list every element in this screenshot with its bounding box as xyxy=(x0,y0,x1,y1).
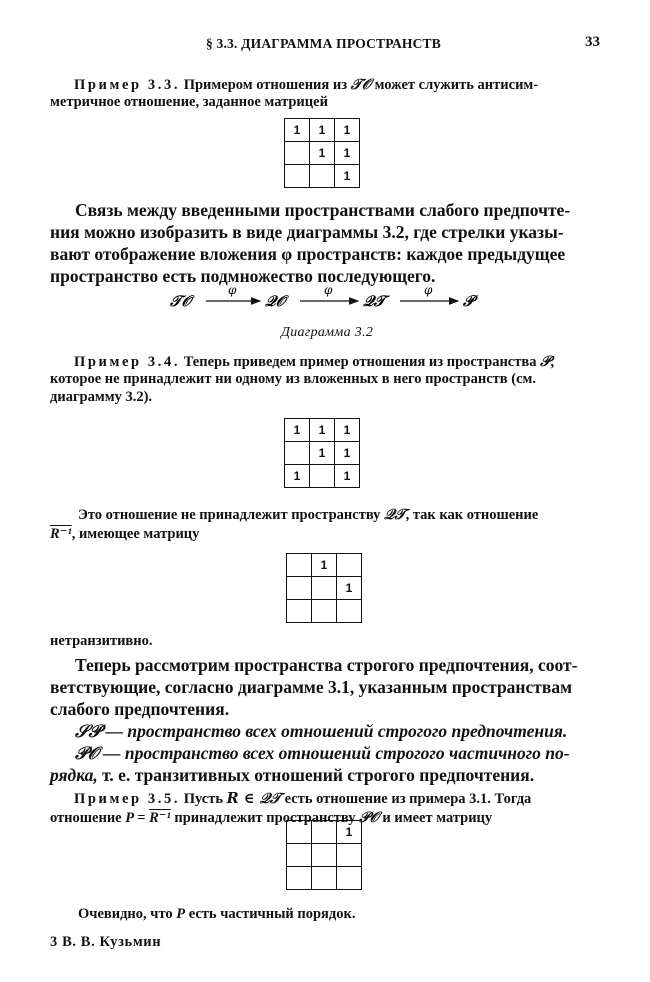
diagram-node-QT: 𝒬𝒯 xyxy=(363,292,386,310)
text: Это отношение не принадлежит пространству xyxy=(78,507,385,523)
matrix-cell: 1 xyxy=(335,465,360,488)
example-3-3-line2: метричное отношение, заданное матрицей xyxy=(50,94,328,110)
matrix-cell xyxy=(285,165,310,188)
matrix-cell xyxy=(310,165,335,188)
text: т. е. транзитивных отношений строгого предпочтения. xyxy=(97,765,535,785)
diagram-node-TO: 𝒯𝒪 xyxy=(170,292,191,310)
example-3-3-line1 xyxy=(74,76,538,94)
matrix-cell xyxy=(337,867,362,890)
matrix-cell xyxy=(310,465,335,488)
matrix-cell xyxy=(312,821,337,844)
example-3-4-line2: которое не принадлежит ни одному из вложенных в него пространств (см. xyxy=(50,371,537,387)
text: Пусть xyxy=(180,791,227,807)
matrix-row xyxy=(287,577,362,600)
diagram-node-P: 𝒫 xyxy=(463,292,474,310)
matrix-cell: 1 xyxy=(335,142,360,165)
example-3-4-line1 xyxy=(74,353,554,371)
matrix-row xyxy=(287,821,362,844)
matrix-4 xyxy=(286,820,362,890)
arrow-label-phi: φ xyxy=(424,283,433,297)
definition-SP xyxy=(75,721,567,742)
matrix-3 xyxy=(286,553,362,623)
matrix-row xyxy=(287,844,362,867)
text: — пространство всех отношений строгого частичного по- xyxy=(98,743,570,763)
text: есть отношение из примера 3.1. Тогда xyxy=(281,791,532,807)
para2-line1 xyxy=(78,506,538,524)
example-label: Пример 3.4. xyxy=(74,354,181,370)
matrix-cell xyxy=(337,844,362,867)
matrix-cell xyxy=(312,867,337,890)
matrix-cell: 1 xyxy=(335,442,360,465)
arrow-label-phi: φ xyxy=(324,283,333,297)
text: принадлежит пространству xyxy=(170,810,360,826)
matrix-cell xyxy=(285,142,310,165)
para5 xyxy=(78,906,355,923)
text: , xyxy=(550,354,555,370)
text: Теперь приведем пример отношения из пространства xyxy=(180,354,541,370)
page-number: 33 xyxy=(585,34,600,50)
text: , имеющее матрицу xyxy=(71,526,200,542)
matrix-cell: 1 xyxy=(335,165,360,188)
matrix-cell xyxy=(337,600,362,623)
matrix-row xyxy=(285,142,360,165)
space-symbol: 𝒮𝒫 xyxy=(75,722,102,742)
matrix-cell xyxy=(287,577,312,600)
para4-line2: ветствующие, согласно диаграмме 3.1, указанным пространствам xyxy=(50,677,573,697)
para1-line1: Связь между введенными пространствами слабого предпочте- xyxy=(75,200,571,220)
example-label: Пример 3.5. xyxy=(74,791,181,807)
footer-signature: 3 В. В. Кузьмин xyxy=(50,934,162,950)
matrix-2 xyxy=(284,418,360,488)
diagram-node-QO: 𝒬𝒪 xyxy=(265,292,286,310)
text: есть частичный порядок. xyxy=(185,906,356,922)
space-symbol: 𝒫 xyxy=(540,353,551,370)
arrow-label-phi: φ xyxy=(228,283,237,297)
matrix-cell xyxy=(312,600,337,623)
matrix-cell: 1 xyxy=(285,119,310,142)
para1-line4: пространство есть подмножество последующего. xyxy=(50,266,436,286)
text: и имеет матрицу xyxy=(378,810,493,826)
matrix-row xyxy=(285,442,360,465)
running-header: § 3.3. ДИАГРАММА ПРОСТРАНСТВ xyxy=(206,36,441,51)
example-3-4-line3: диаграмму 3.2). xyxy=(50,389,153,405)
matrix-row xyxy=(285,419,360,442)
example-label: Пример 3.3. xyxy=(74,77,181,93)
text: рядка, xyxy=(50,765,98,785)
math-symbol: P xyxy=(176,906,186,922)
diagram-caption: Диаграмма 3.2 xyxy=(281,325,374,340)
definition-PO-line2 xyxy=(50,765,534,786)
r-inverse: R⁻¹ xyxy=(50,526,72,542)
matrix-cell: 1 xyxy=(285,465,310,488)
text: отношение xyxy=(50,810,126,826)
matrix-cell xyxy=(287,821,312,844)
diagram-3-2 xyxy=(168,282,488,318)
example-3-5-line2 xyxy=(50,809,492,827)
para4-line1: Теперь рассмотрим пространства строгого предпочтения, соот- xyxy=(75,655,578,675)
matrix-cell xyxy=(312,577,337,600)
matrix-cell xyxy=(287,554,312,577)
space-symbol: 𝒫𝒪 xyxy=(359,809,379,826)
matrix-row xyxy=(285,465,360,488)
para1-line3: вают отображение вложения φ пространств: каждое предыдущее xyxy=(50,244,566,264)
matrix-cell xyxy=(287,867,312,890)
space-symbol: 𝒫𝒪 xyxy=(75,744,99,764)
matrix-cell: 1 xyxy=(335,119,360,142)
matrix-cell xyxy=(287,844,312,867)
text: Очевидно, что xyxy=(78,906,177,922)
matrix-cell: 1 xyxy=(310,419,335,442)
matrix-row xyxy=(287,554,362,577)
text: , так как отношение xyxy=(405,507,539,523)
para3: нетранзитивно. xyxy=(50,633,153,649)
space-symbol: 𝒬𝒯 xyxy=(384,506,406,523)
matrix-cell: 1 xyxy=(337,577,362,600)
r-inverse: R⁻¹ xyxy=(149,810,171,826)
para4-line3: слабого предпочтения. xyxy=(50,699,230,719)
matrix-cell: 1 xyxy=(312,554,337,577)
matrix-row xyxy=(287,600,362,623)
text: — пространство всех отношений строгого предпочтения. xyxy=(101,721,568,741)
text: Примером отношения из xyxy=(180,77,351,93)
matrix-cell xyxy=(287,600,312,623)
matrix-cell xyxy=(312,844,337,867)
text: может служить антисим- xyxy=(370,77,539,93)
matrix-row xyxy=(285,119,360,142)
matrix-cell: 1 xyxy=(285,419,310,442)
matrix-cell: 1 xyxy=(310,442,335,465)
matrix-cell: 1 xyxy=(337,821,362,844)
math-expression: P = xyxy=(125,810,150,826)
para2-line2 xyxy=(50,525,199,543)
matrix-cell: 1 xyxy=(310,142,335,165)
definition-PO-line1 xyxy=(75,743,570,764)
matrix-row xyxy=(287,867,362,890)
space-symbol: 𝒯𝒪 xyxy=(350,76,371,93)
example-3-5-line1 xyxy=(74,790,531,808)
math-expression: R ∈ 𝒬𝒯 xyxy=(226,790,282,807)
matrix-row xyxy=(285,165,360,188)
matrix-cell: 1 xyxy=(310,119,335,142)
matrix-cell xyxy=(285,442,310,465)
matrix-cell: 1 xyxy=(335,419,360,442)
matrix-cell xyxy=(337,554,362,577)
matrix-1 xyxy=(284,118,360,188)
para1-line2: ния можно изобразить в виде диаграммы 3.2, где стрелки указы- xyxy=(50,222,564,242)
